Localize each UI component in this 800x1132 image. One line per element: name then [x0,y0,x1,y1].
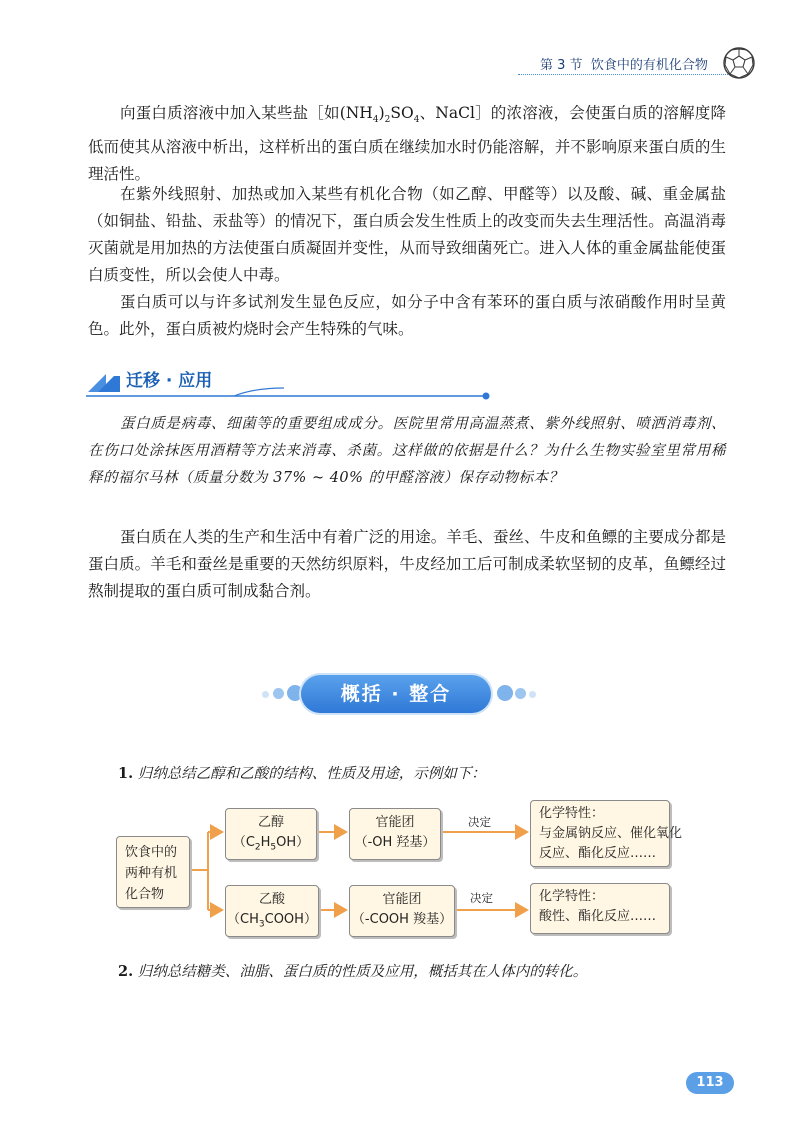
diagram-ethanol-properties [530,800,683,867]
paragraph-salting-out: 向蛋白质溶液中加入某些盐［如$(NH_4)_2SO_4$、NaCl］的浓溶液，会使蛋白质的溶解度降低而使其从溶液中析出，这样析出的蛋白质在继续加水时仍能溶解，并不影响原来蛋白质的生理活性。 [88,104,726,184]
fg-label: 官能团 [375,815,415,830]
fg-value: （-COOH 羧基） [351,912,453,927]
diagram-root-box [116,836,190,908]
acetic-formula: $(CH_3COOH)$ [227,912,317,930]
ethanol-name: 乙醇 [257,815,284,830]
prop-title: 化学特性： [539,889,605,904]
summary-banner-title: 概括 · 整合 [340,683,452,705]
fg-label: 官能团 [382,892,422,907]
diagram-acetic-acid-box [225,885,319,937]
summary-item-2: 2. 归纳总结糖类、油脂、蛋白质的性质及应用，概括其在人体内的转化。 [118,963,588,980]
root-line: 饮食中的 [125,845,178,860]
fg-value: （-OH 羟基） [354,835,436,850]
prop-line: 反应、酯化反应…… [539,846,657,861]
paragraph-protein-uses: 蛋白质在人类的生产和生活中有着广泛的用途。羊毛、蚕丝、牛皮和鱼鳔的主要成分都是蛋白质。羊毛和蚕丝是重要的天然纺织原料，牛皮经加工后可制成柔软坚韧的皮革，鱼鳔经过熬制提取的蛋白质可制成黏合剂。 [88,528,726,600]
header-section: 第 3 节 [540,58,583,73]
acetic-name: 乙酸 [258,892,285,907]
paragraph-denaturation: 在紫外线照射、加热或加入某些有机化合物（如乙醇、甲醛等）以及酸、碱、重金属盐（如铜盐、铅盐、汞盐等）的情况下，蛋白质会发生性质上的改变而失去生理活性。高温消毒灭菌就是用加热的方法使蛋白质凝固并变性，从而导致细菌死亡。进入人体的重金属盐能使蛋白质变性，所以会使人中毒。 [88,185,726,284]
page-number: 113 [696,1075,724,1090]
header-title: 饮食中的有机化合物 [590,58,708,73]
decides-label: 决定 [468,815,491,829]
root-line: 两种有机 [125,866,178,881]
decides-label: 决定 [470,891,493,905]
application-question: 蛋白质是病毒、细菌等的重要组成成分。医院里常用高温蒸煮、紫外线照射、喷洒消毒剂、在伤口处涂抹医用酒精等方法来消毒、杀菌。这样做的依据是什么？为什么生物实验室里常用稀释的福尔马林（质量分数为 37% ~ 40% 的甲醛溶液）保存动物标本？ [88,416,726,486]
diagram-acetic-properties [530,883,670,934]
section-title-application: 迁移 · 应用 [126,371,213,391]
diagram-functional-group-carboxyl [349,885,455,937]
summary-item-1: 1. 归纳总结乙醇和乙酸的结构、性质及用途，示例如下： [118,765,486,782]
diagram-functional-group-hydroxyl [349,808,441,860]
diagram-ethanol-box [225,808,317,860]
ethanol-formula: $(C_2H_5OH)$ [232,835,310,853]
prop-line: 酸性、酯化反应…… [539,909,657,924]
paragraph-color-reaction: 蛋白质可以与许多试剂发生显色反应，如分子中含有苯环的蛋白质与浓硝酸作用时呈黄色。此外，蛋白质被灼烧时会产生特殊的气味。 [88,293,726,338]
prop-title: 化学特性： [539,806,605,821]
prop-line: 与金属钠反应、催化氧化 [539,826,683,841]
root-line: 化合物 [125,887,165,902]
